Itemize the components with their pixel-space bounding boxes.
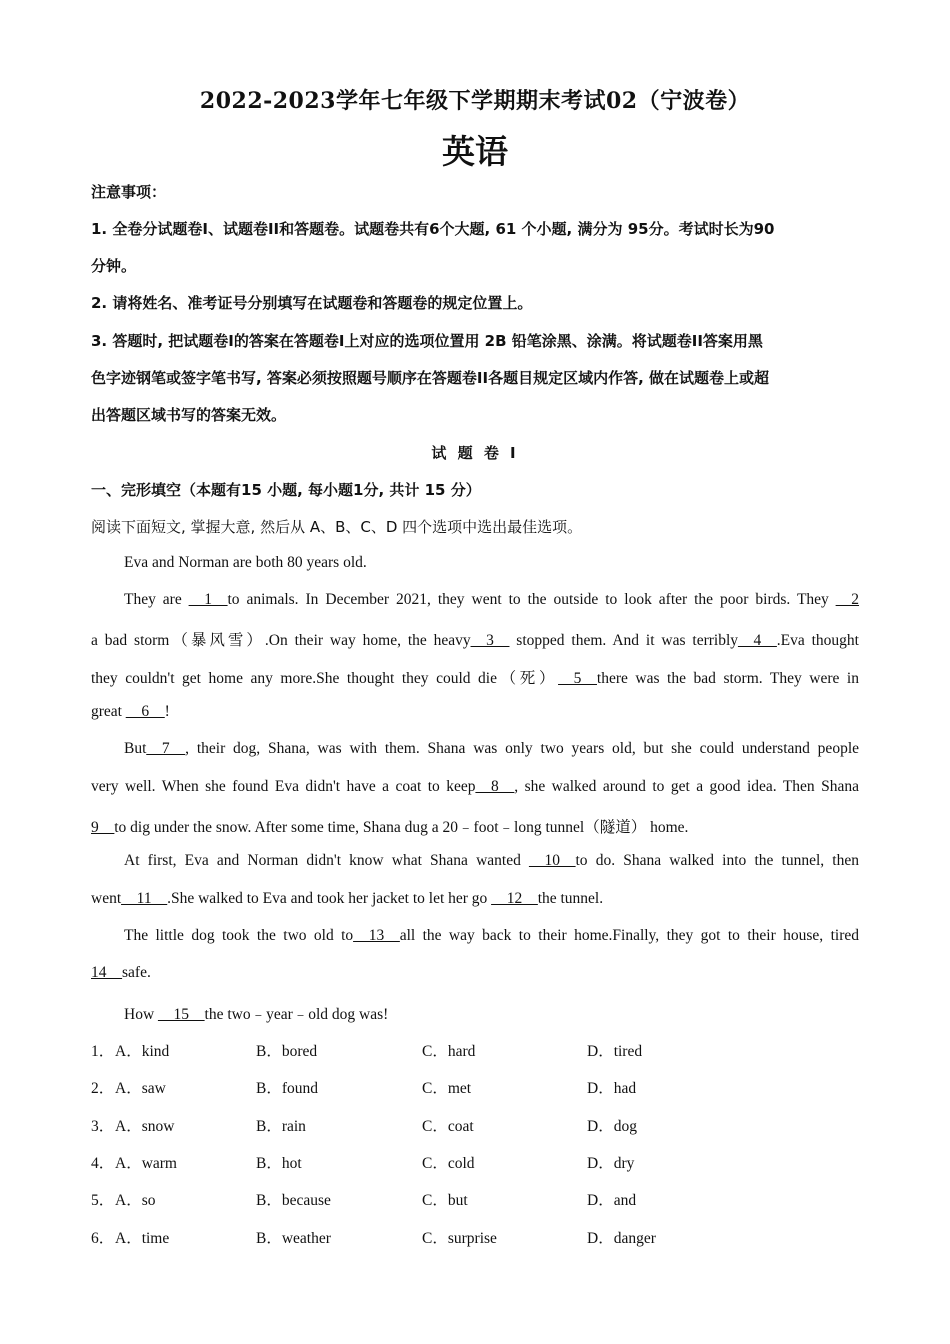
text: to animals. In December 2021, they went to the outside to look after the poor birds. They [227, 591, 836, 608]
option-a: A．time [115, 1230, 170, 1247]
text: stopped them. And it was terribly [509, 632, 739, 649]
blank-10: __10__ [529, 852, 576, 869]
option-a: A．saw [115, 1080, 166, 1097]
option-b: B．hot [256, 1155, 302, 1172]
question-4-options [91, 1151, 861, 1175]
text: great [91, 703, 126, 720]
option-d: D．dog [587, 1118, 637, 1135]
option-a: A．snow [115, 1118, 175, 1135]
passage-line-11 [91, 927, 859, 945]
question-number: 1． [91, 1043, 115, 1060]
passage-line-13 [91, 1002, 859, 1024]
blank-6: __6__ [125, 703, 165, 720]
text: the two﹣year﹣old dog was! [204, 1006, 389, 1023]
notes-line-6: 出答题区域书写的答案无效。 [91, 406, 287, 424]
question-5-options [91, 1188, 861, 1212]
blank-4: __4__ [738, 632, 777, 649]
blank-2: __2 [835, 591, 860, 608]
option-b: B．weather [256, 1230, 331, 1247]
option-d: D．and [587, 1192, 637, 1209]
question-number: 4． [91, 1155, 115, 1172]
option-a: A．kind [115, 1043, 170, 1060]
blank-9: 9__ [91, 819, 115, 836]
text: ! [164, 703, 170, 720]
text: all the way back to their home.Finally, they got to their house, tired [399, 927, 859, 944]
option-c: C．cold [422, 1155, 475, 1172]
option-c: C．met [422, 1080, 472, 1097]
blank-7: __7__ [146, 740, 186, 757]
option-d: D．had [587, 1080, 637, 1097]
option-c: C．but [422, 1192, 468, 1209]
option-b: B．found [256, 1080, 319, 1097]
text: They are [124, 591, 189, 608]
passage-paragraph-1: Eva and Norman are both 80 years old. [124, 554, 367, 571]
blank-11: __11__ [121, 890, 168, 907]
option-b: B．because [256, 1192, 331, 1209]
blank-15: __15__ [158, 1006, 205, 1023]
option-c: C．hard [422, 1043, 476, 1060]
blank-12: __12__ [491, 890, 538, 907]
text: the tunnel. [537, 890, 604, 907]
option-c: C．coat [422, 1118, 474, 1135]
notes-line-2: 分钟。 [91, 257, 137, 275]
text: .Eva thought [776, 632, 859, 649]
option-b: B．bored [256, 1043, 318, 1060]
text: to dig under the snow. After some time, Shana dug a 20﹣foot﹣long tunnel（隧道） home. [114, 819, 689, 836]
notes-line-5: 色字迹钢笔或签字笔书写, 答案必须按照题号顺序在答题卷II各题目规定区域内作答, 做在试题卷上或超 [91, 369, 770, 387]
text: to do. Shana walked into the tunnel, then [575, 852, 859, 869]
passage-line-8 [91, 815, 859, 837]
question-1-options [91, 1039, 861, 1063]
exam-title: 2022-2023学年七年级下学期期末考试02（宁波卷） [199, 88, 751, 114]
passage-line-3 [91, 628, 859, 650]
passage-line-7 [91, 778, 859, 796]
passage-line-6 [91, 740, 859, 758]
passage-line-12 [91, 964, 859, 982]
passage-line-4 [91, 666, 859, 688]
option-d: D．dry [587, 1155, 635, 1172]
passage-line-9 [91, 852, 859, 870]
blank-5: __5__ [558, 670, 597, 687]
passage-line-5 [91, 703, 859, 721]
text: .She walked to Eva and took her jacket to let her go [167, 890, 492, 907]
text: there was the bad storm. They were in [596, 670, 859, 687]
text: At first, Eva and Norman didn't know what Shana wanted [124, 852, 529, 869]
blank-14: 14__ [91, 964, 122, 981]
text: they couldn't get home any more.She thought they could die（死） [91, 670, 559, 687]
part-title: 一、完形填空（本题有15 小题, 每小题1分, 共计 15 分） [91, 481, 481, 499]
option-a: A．so [115, 1192, 156, 1209]
question-2-options [91, 1076, 861, 1100]
passage-line-10 [91, 890, 859, 908]
question-number: 2． [91, 1080, 115, 1097]
notes-line-4: 3. 答题时, 把试题卷I的答案在答题卷I上对应的选项位置用 2B 铅笔涂黑、涂满。将试题卷II答案用黑 [91, 332, 763, 350]
text: safe. [122, 964, 151, 981]
notes-line-3: 2. 请将姓名、准考证号分别填写在试题卷和答题卷的规定位置上。 [91, 294, 533, 312]
blank-3: __3__ [470, 632, 510, 649]
text: The little dog took the two old to [124, 927, 354, 944]
option-d: D．tired [587, 1043, 643, 1060]
question-6-options [91, 1226, 861, 1250]
option-d: D．danger [587, 1230, 656, 1247]
blank-13: __13__ [353, 927, 400, 944]
question-number: 5． [91, 1192, 115, 1209]
text: very well. When she found Eva didn't have a coat to keep [91, 778, 476, 795]
text: How [124, 1006, 159, 1023]
paper-label: 试 题 卷 I [431, 444, 519, 462]
text: But [124, 740, 147, 757]
text: went [91, 890, 122, 907]
passage-line-2 [91, 591, 859, 609]
question-number: 6． [91, 1230, 115, 1247]
instruction: 阅读下面短文, 掌握大意, 然后从 A、B、C、D 四个选项中选出最佳选项。 [91, 518, 583, 536]
text: a bad storm（暴风雪）.On their way home, the heavy [91, 632, 471, 649]
option-c: C．surprise [422, 1230, 497, 1247]
notes-line-1: 1. 全卷分试题卷I、试题卷II和答题卷。试题卷共有6个大题, 61 个小题, 满分为 95分。考试时长为90 [91, 220, 775, 238]
option-a: A．warm [115, 1155, 177, 1172]
blank-1: __1__ [188, 591, 228, 608]
subject-title: 英语 [442, 132, 508, 171]
text: , she walked around to get a good idea. Then Shana [514, 778, 859, 795]
text: , their dog, Shana, was with them. Shana was only two years old, but she could understand people [185, 740, 859, 757]
question-number: 3． [91, 1118, 115, 1135]
blank-8: __8__ [475, 778, 515, 795]
option-b: B．rain [256, 1118, 306, 1135]
question-3-options [91, 1114, 861, 1138]
notes-heading: 注意事项： [91, 183, 167, 201]
